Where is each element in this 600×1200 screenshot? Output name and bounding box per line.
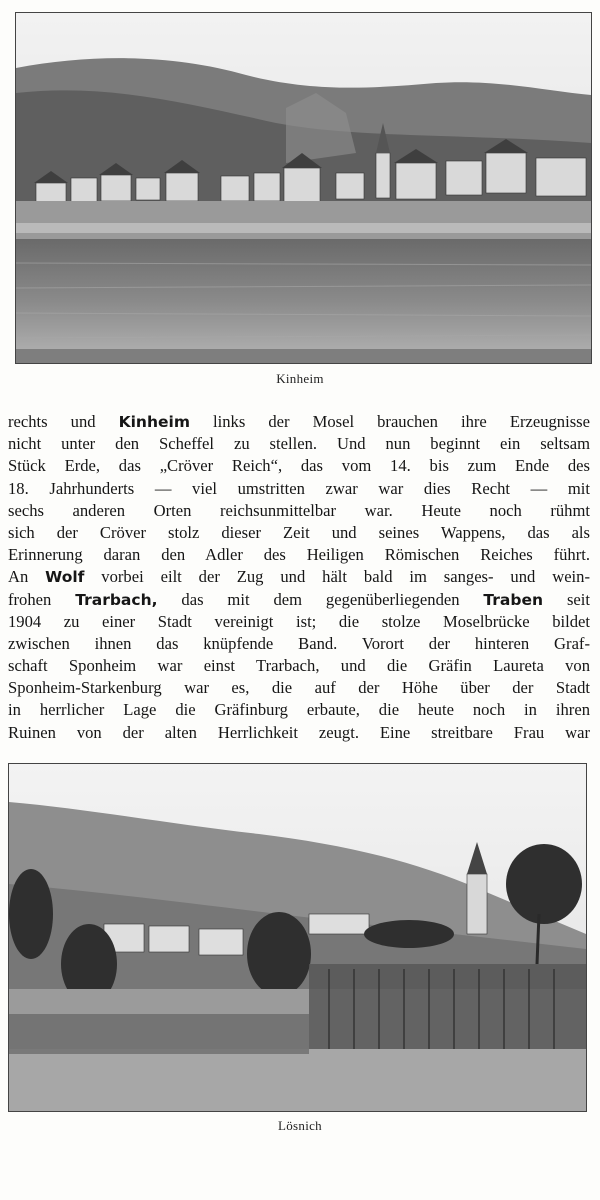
text-line [8, 589, 590, 611]
text-run: Stück Erde, das „Cröver Reich“, das vom 14. bis zum Ende des [8, 456, 590, 476]
kinheim-village-river-picture [16, 13, 591, 363]
text-run: Erinnerung daran den Adler des Heiligen Römischen Reiches führt. [8, 545, 590, 565]
text-line [8, 433, 590, 455]
text-line [8, 522, 590, 544]
text-run: nicht unter den Scheffel zu stellen. Und nun beginnt ein seltsam [8, 434, 590, 454]
bold-place-name: Wolf [45, 568, 85, 587]
text-run: seit [543, 589, 590, 609]
text-run: zwischen ihnen das knüpfende Band. Vorort der hinteren Graf- [8, 633, 590, 653]
text-run: das mit dem gegenüberliegenden [157, 589, 484, 609]
text-run: 18. Jahrhunderts — viel umstritten zwar war dies Recht — mit [8, 478, 590, 498]
caption-kinheim: Kinheim [276, 371, 324, 386]
text-run: schaft Sponheim war einst Trarbach, und die Gräfin Laureta von [8, 656, 590, 676]
text-run: rechts und [8, 412, 119, 431]
text-run: links der Mosel brauchen ihre Erzeugnisse [189, 412, 590, 431]
bold-place-name: Kinheim [118, 413, 190, 431]
body-text [8, 411, 590, 744]
text-line [8, 411, 590, 433]
text-run: An [8, 567, 46, 587]
text-line [8, 722, 590, 744]
text-run: Sponheim-Starkenburg war es, die auf der Höhe über der Stadt [8, 678, 590, 698]
text-run: in herrlicher Lage die Gräfinburg erbaute, die heute noch in ihren [8, 700, 590, 720]
caption-loesnich: Lösnich [278, 1118, 322, 1133]
text-line [8, 544, 590, 566]
text-run: 1904 zu einer Stadt vereinigt ist; die stolze Moselbrücke bildet [8, 611, 590, 631]
text-line [8, 677, 590, 699]
photo-loesnich [8, 763, 587, 1112]
text-line [8, 566, 590, 588]
text-line [8, 699, 590, 721]
text-run: sich der Cröver stolz dieser Zeit und seines Wappens, das als [8, 522, 590, 542]
text-line [8, 611, 590, 633]
text-run: vorbei eilt der Zug und hält bald im sanges- und wein- [84, 567, 590, 587]
text-line [8, 633, 590, 655]
bold-place-name: Traben [483, 590, 544, 609]
bold-place-name: Trarbach, [75, 590, 158, 609]
photo-kinheim [15, 12, 592, 364]
loesnich-village-garden-picture [9, 764, 586, 1111]
text-line [8, 478, 590, 500]
text-line [8, 455, 590, 477]
text-run: frohen [8, 589, 76, 609]
text-run: Ruinen von der alten Herrlichkeit zeugt. Eine streitbare Frau war [8, 722, 590, 742]
text-run: sechs anderen Orten reichsunmittelbar war. Heute noch rühmt [8, 500, 590, 520]
text-line [8, 500, 590, 522]
text-line [8, 655, 590, 677]
